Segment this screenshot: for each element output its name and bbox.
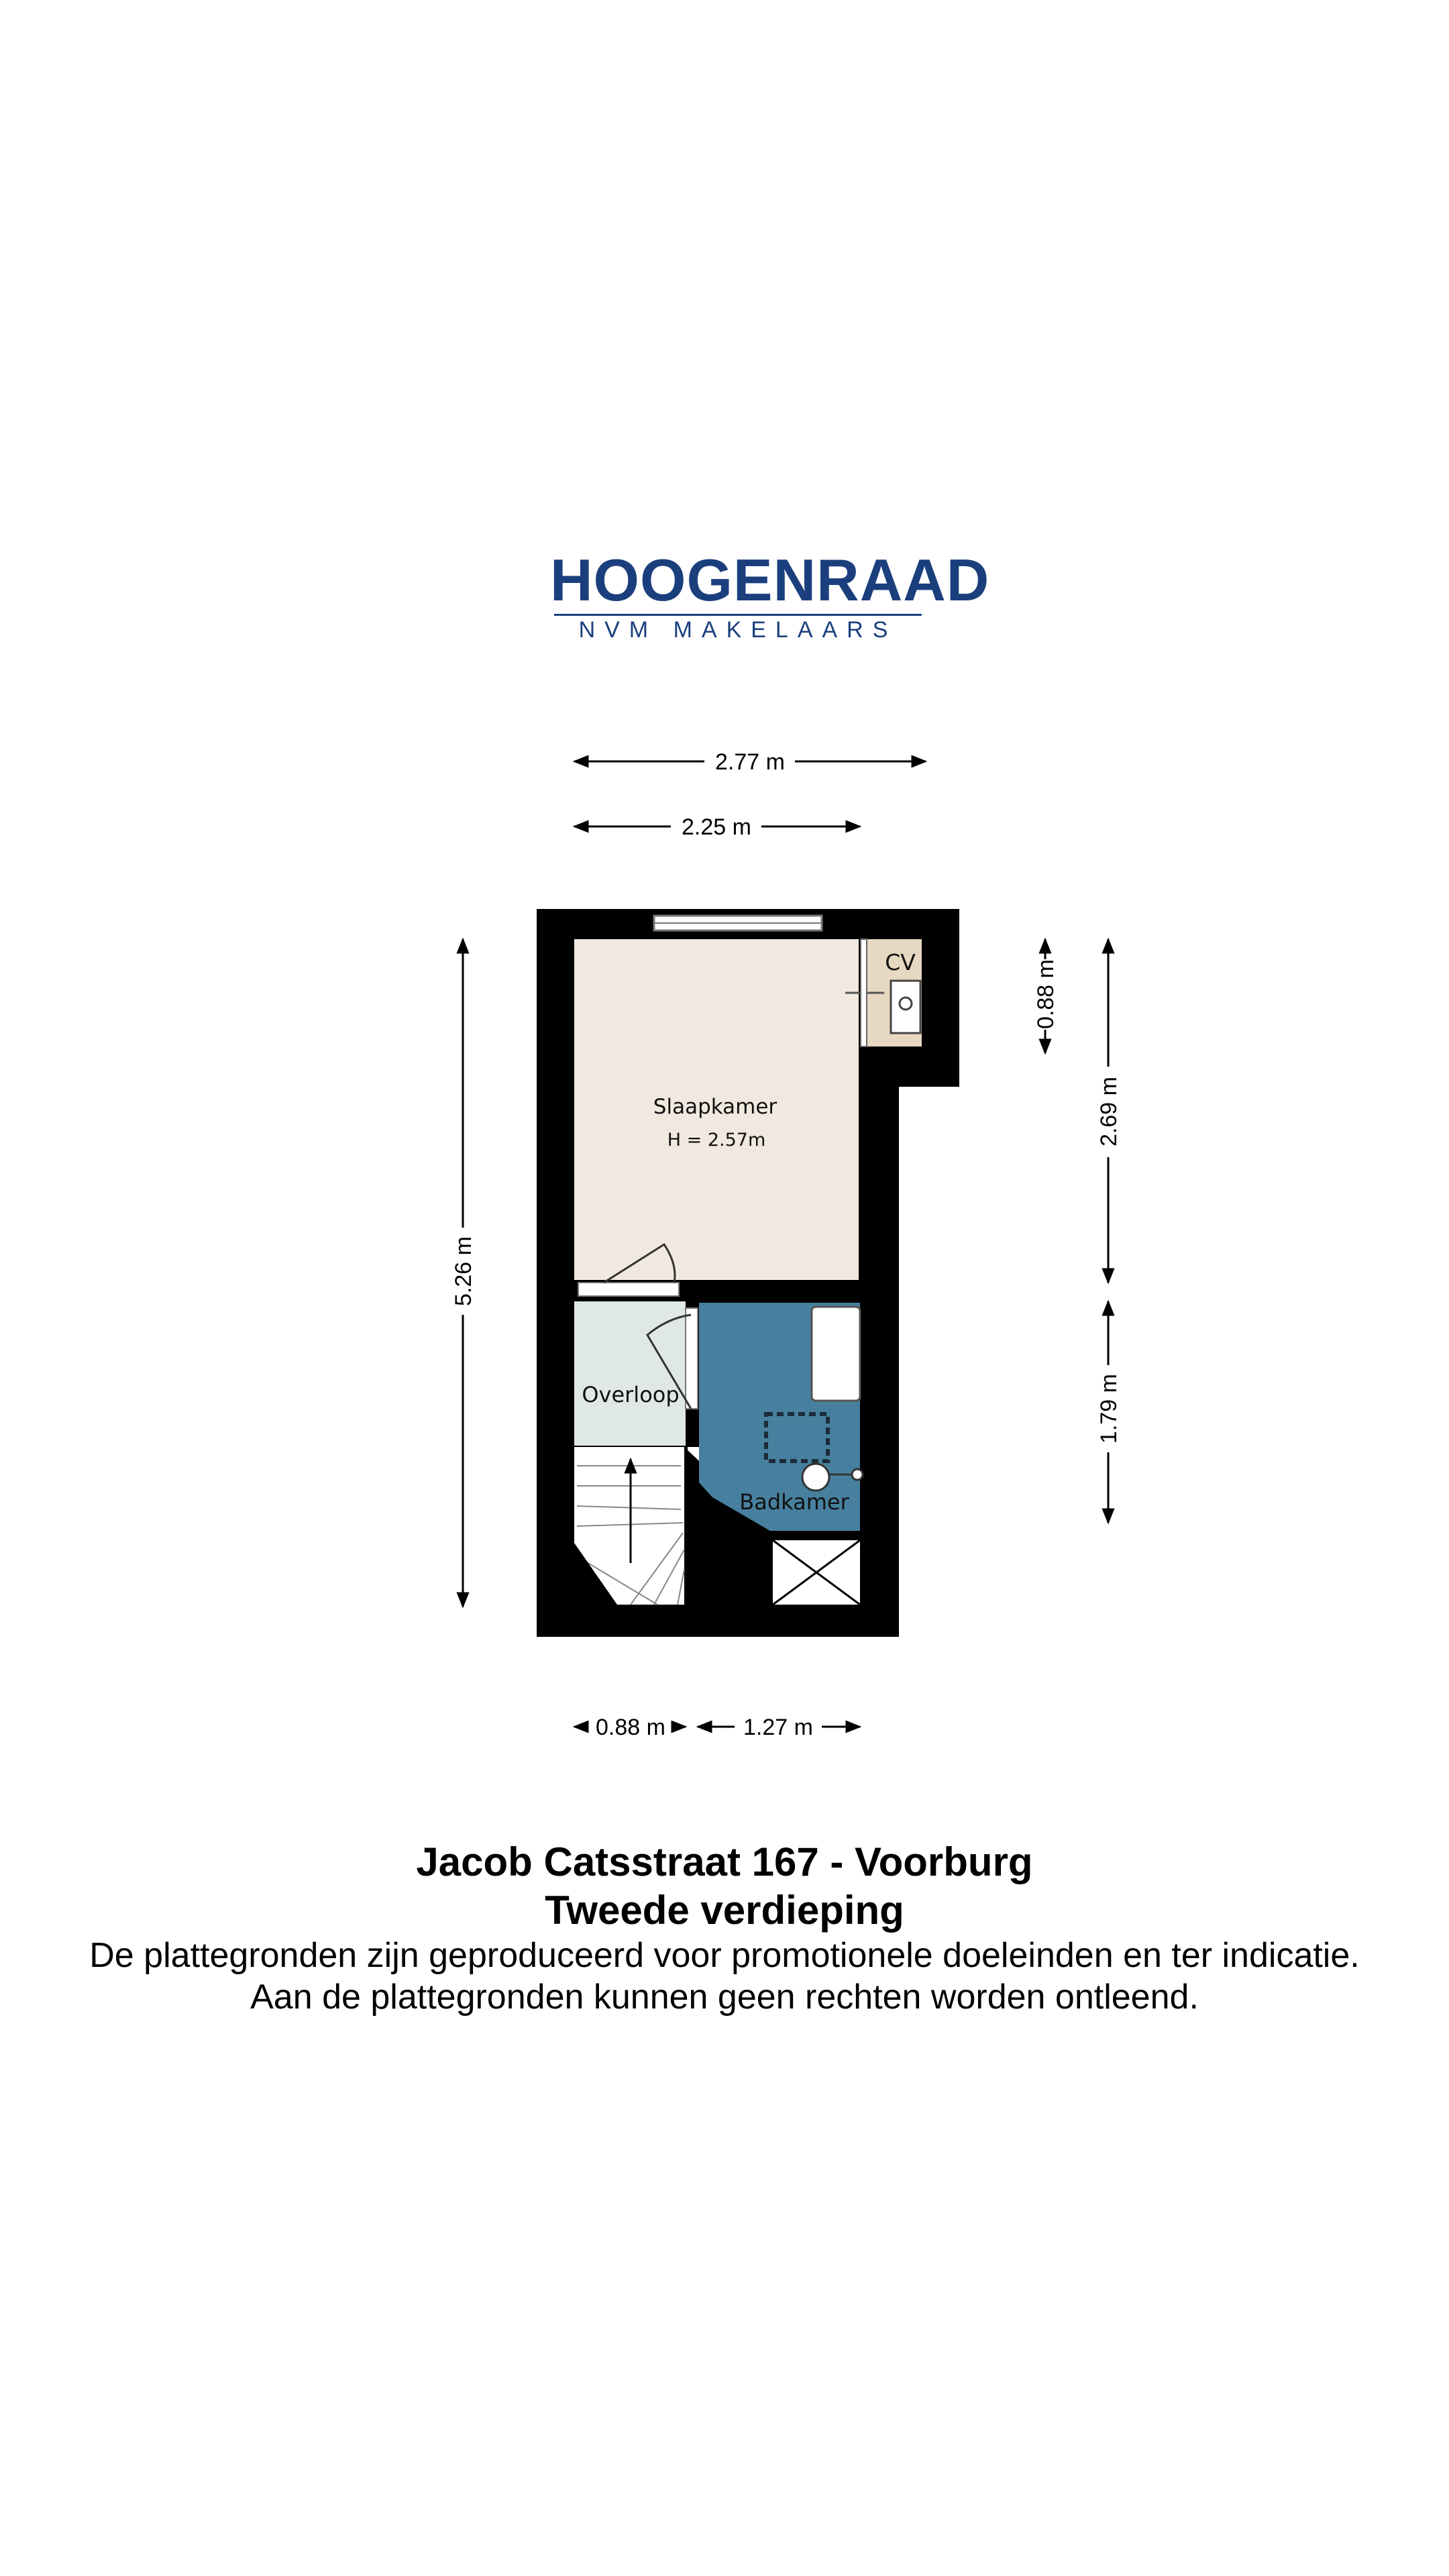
dimension-right-cv-label: 0.88 m (1033, 959, 1059, 1029)
dimension-right-lower-label: 1.79 m (1096, 1374, 1122, 1444)
dimension-bottom-right-label: 1.27 m (743, 1715, 813, 1740)
dimension-top-inner (574, 814, 860, 840)
dimension-bottom-right (698, 1715, 860, 1740)
logo-name: HOOGENRAAD (550, 547, 990, 613)
dimension-right-lower (1096, 1301, 1122, 1523)
bathroom-partition (686, 1280, 859, 1301)
dimension-right-upper (1096, 939, 1122, 1283)
dimension-left-total-label: 5.26 m (451, 1236, 476, 1306)
landing-floor (574, 1301, 686, 1446)
disclaimer-line-2: Aan de plattegronden kunnen geen rechten worden ontleend. (250, 1978, 1199, 2017)
dimension-top-total (574, 749, 926, 775)
bedroom-door-opening (578, 1283, 679, 1296)
disclaimer-line-1: De plattegronden zijn geproduceerd voor promotionele doeleinden en ter indicatie. (89, 1936, 1360, 1975)
dimension-top-total-label: 2.77 m (715, 749, 785, 775)
bedroom-label: Slaapkamer (653, 1095, 777, 1119)
dimension-left-total (451, 939, 476, 1607)
cv-boiler (891, 981, 920, 1033)
logo-tagline: NVM MAKELAARS (578, 617, 898, 643)
cv-label: CV (885, 949, 916, 975)
dimension-right-cv (1033, 939, 1059, 1053)
bathroom-label: Badkamer (739, 1489, 849, 1515)
address-title: Jacob Catsstraat 167 - Voorburg (416, 1839, 1033, 1884)
floor-title: Tweede verdieping (545, 1888, 904, 1933)
bedroom-height-label: H = 2.57m (667, 1130, 766, 1150)
bathroom-door-opening (686, 1308, 698, 1409)
footer (0, 1838, 1449, 2018)
dimension-right-upper-label: 2.69 m (1096, 1077, 1122, 1146)
dimension-bottom-left (574, 1715, 686, 1740)
dimension-top-inner-label: 2.25 m (682, 814, 751, 840)
landing-label: Overloop (582, 1382, 680, 1407)
bathtub (812, 1307, 860, 1401)
bathroom-sink (802, 1464, 829, 1491)
dimension-bottom-left-label: 0.88 m (596, 1715, 665, 1740)
cv-partition (861, 939, 867, 1046)
